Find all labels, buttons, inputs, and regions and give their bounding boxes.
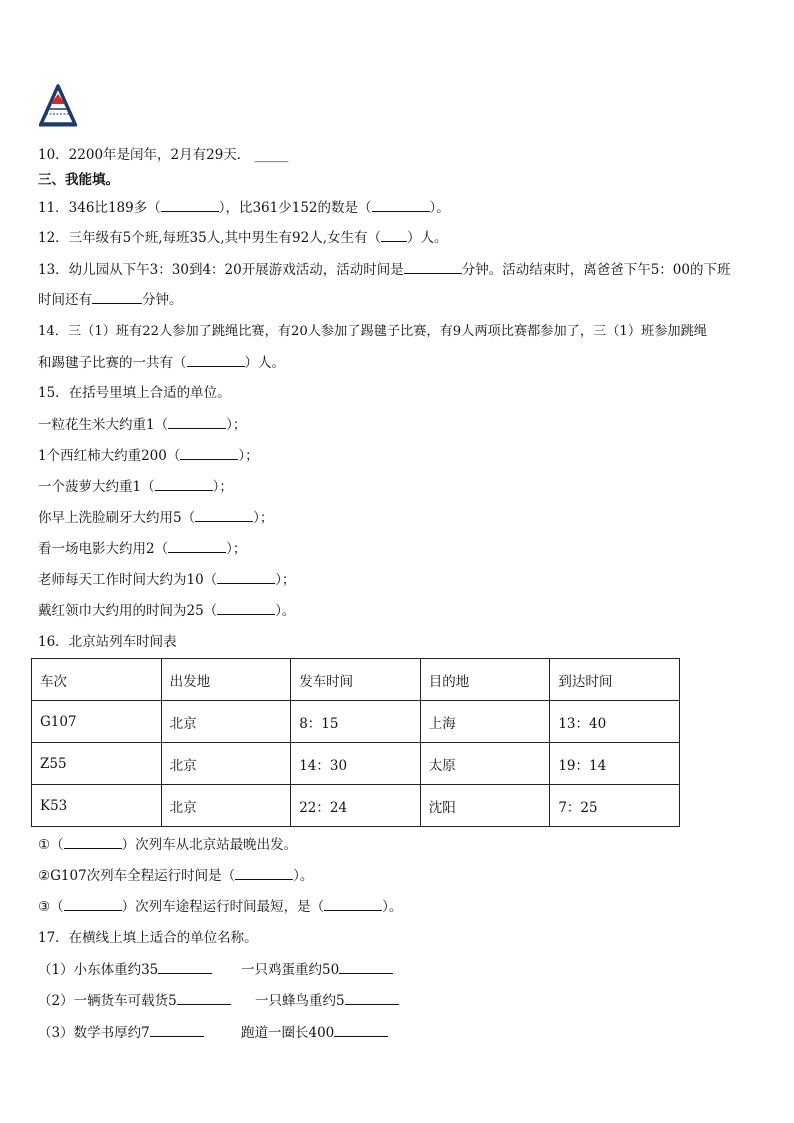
table-header: 目的地 — [420, 659, 550, 701]
table-cell: G107 — [32, 701, 162, 743]
q17-item-text: 一只蜂鸟重约5 — [255, 993, 345, 1009]
q16-sub-1 — [38, 834, 297, 855]
q15-blank[interactable] — [168, 414, 226, 429]
q15-item-text: 一个菠萝大约重1（ — [38, 479, 155, 495]
q17-item-text: 跑道一圈长400 — [241, 1025, 335, 1041]
q10-text: 10．2200年是闰年，2月有29天． — [38, 147, 251, 163]
table-cell: 13：40 — [550, 701, 680, 743]
q15-item-end: ）； — [275, 572, 296, 588]
q13-text-2: 分钟。活动结束时，离爸爸下午5：00的下班 — [461, 262, 731, 278]
q17-item-text: （2）一辆货车可载货5 — [38, 993, 177, 1009]
q15-item-end: ）； — [226, 417, 247, 433]
q11-text-3: ）。 — [429, 200, 450, 216]
q16-sub3-text-3: ）。 — [382, 899, 403, 915]
q15-item — [38, 507, 273, 528]
question-14-line-1 — [38, 322, 707, 342]
table-cell: 北京 — [161, 743, 291, 785]
table-row — [32, 785, 680, 827]
q15-blank[interactable] — [155, 476, 213, 491]
table-cell: 北京 — [161, 785, 291, 827]
q16-sub3-blank-1[interactable] — [64, 896, 122, 911]
q15-item — [38, 538, 246, 559]
q15-item-text: 一粒花生米大约重1（ — [38, 417, 169, 433]
table-header: 车次 — [32, 659, 162, 701]
table-cell: Z55 — [32, 743, 162, 785]
q12-blank[interactable] — [381, 227, 407, 242]
q13-text-1: 13．幼儿园从下午3：30到4：20开展游戏活动，活动时间是 — [38, 262, 404, 278]
q15-item — [38, 600, 295, 621]
q13-text-3: 时间还有 — [38, 292, 92, 308]
q15-item-end: ）； — [253, 510, 274, 526]
q11-text-1: 11．346比189多（ — [38, 200, 161, 216]
table-header: 出发地 — [161, 659, 291, 701]
q13-text-4: 分钟。 — [142, 292, 183, 308]
table-cell: 22：24 — [291, 785, 421, 827]
q12-text-2: ）人。 — [407, 230, 448, 246]
q16-sub3-text-2: ）次列车途程运行时间最短，是（ — [121, 899, 325, 915]
question-13-line-1 — [38, 259, 731, 280]
table-cell: 上海 — [420, 701, 550, 743]
train-timetable — [31, 658, 680, 827]
q17-blank[interactable] — [158, 959, 212, 974]
q17-blank[interactable] — [150, 1022, 204, 1037]
q16-sub1-text-1: ①（ — [38, 837, 64, 853]
question-14-line-2 — [38, 352, 285, 373]
q15-item-text: 1个西红柿大约重200（ — [38, 448, 181, 464]
q12-text-1: 12．三年级有5个班,每班35人,其中男生有92人,女生有（ — [38, 230, 381, 246]
question-12 — [38, 227, 448, 248]
q16-sub2-text-2: ）。 — [293, 868, 314, 884]
q17-item-text: （1）小东体重约35 — [38, 962, 159, 978]
q15-item-text: 戴红领巾大约用的时间为25（ — [38, 603, 218, 619]
q15-item-end: ）。 — [275, 603, 296, 619]
q13-blank-1[interactable] — [404, 259, 462, 274]
q11-text-2: ），比361少152的数是（ — [218, 200, 372, 216]
q15-item-text: 你早上洗脸刷牙大约用5（ — [38, 510, 196, 526]
table-row — [32, 701, 680, 743]
q14-blank[interactable] — [187, 352, 245, 367]
q15-blank[interactable] — [180, 445, 238, 460]
q14-text-3: ）人。 — [244, 355, 285, 371]
q16-sub3-blank-2[interactable] — [324, 896, 382, 911]
q15-item — [38, 476, 233, 497]
q16-sub3-text-1: ③（ — [38, 899, 64, 915]
q17-row — [241, 959, 393, 980]
section-title: 三、我能填。 — [38, 172, 119, 188]
q15-blank[interactable] — [168, 538, 226, 553]
q15-blank[interactable] — [217, 600, 275, 615]
q15-item — [38, 569, 295, 590]
q16-sub1-text-2: ）次列车从北京站最晚出发。 — [121, 837, 298, 853]
question-13-line-2 — [38, 289, 183, 310]
table-header: 到达时间 — [550, 659, 680, 701]
table-cell: 沈阳 — [420, 785, 550, 827]
q17-blank[interactable] — [339, 959, 393, 974]
q17-blank[interactable] — [345, 990, 399, 1005]
q17-row — [241, 1022, 388, 1043]
table-row — [32, 743, 680, 785]
table-cell: K53 — [32, 785, 162, 827]
q15-blank[interactable] — [195, 507, 253, 522]
table-cell: 太原 — [420, 743, 550, 785]
school-logo-icon — [36, 84, 80, 130]
q16-sub2-text-1: ②G107次列车全程运行时间是（ — [38, 868, 236, 884]
table-cell: 19：14 — [550, 743, 680, 785]
q16-sub2-blank[interactable] — [235, 865, 293, 880]
table-cell: 14：30 — [291, 743, 421, 785]
q17-item-text: 一只鸡蛋重约50 — [241, 962, 340, 978]
table-cell: 8：15 — [291, 701, 421, 743]
q15-item-text: 老师每天工作时间大约为10（ — [38, 572, 218, 588]
q11-blank-1[interactable] — [161, 197, 219, 212]
q15-blank[interactable] — [217, 569, 275, 584]
q10-answer-blank[interactable]: _____ — [254, 147, 289, 163]
table-cell: 7：25 — [550, 785, 680, 827]
q15-item-end: ）； — [238, 448, 259, 464]
q17-row — [38, 959, 212, 980]
question-17-title: 17．在横线上填上适合的单位名称。 — [38, 930, 258, 946]
q14-text-2: 和踢毽子比赛的一共有（ — [38, 355, 187, 371]
q16-sub1-blank[interactable] — [64, 834, 122, 849]
q17-row — [38, 1022, 204, 1043]
question-15-title: 15．在括号里填上合适的单位。 — [38, 385, 231, 401]
q15-item — [38, 414, 246, 435]
q17-row — [38, 990, 231, 1011]
question-16-title: 16．北京站列车时间表 — [38, 634, 177, 650]
q15-item-end: ）； — [212, 479, 233, 495]
q14-text-1: 14．三（1）班有22人参加了跳绳比赛，有20人参加了踢毽子比赛，有9人两项比赛都参加了，三（1）班参加跳绳 — [38, 324, 707, 339]
q17-item-text: （3）数学书厚约7 — [38, 1025, 150, 1041]
q16-sub-2 — [38, 865, 313, 886]
q16-sub-3 — [38, 896, 402, 917]
table-header-row — [32, 659, 680, 701]
question-11 — [38, 197, 450, 218]
q17-row — [255, 990, 399, 1011]
table-header: 发车时间 — [291, 659, 421, 701]
q15-item-text: 看一场电影大约用2（ — [38, 541, 169, 557]
q17-blank[interactable] — [177, 990, 231, 1005]
q11-blank-2[interactable] — [372, 197, 430, 212]
q17-blank[interactable] — [334, 1022, 388, 1037]
q13-blank-2[interactable] — [92, 289, 142, 304]
table-cell: 北京 — [161, 701, 291, 743]
question-10 — [38, 145, 288, 165]
q15-item-end: ）； — [226, 541, 247, 557]
q15-item — [38, 445, 259, 466]
